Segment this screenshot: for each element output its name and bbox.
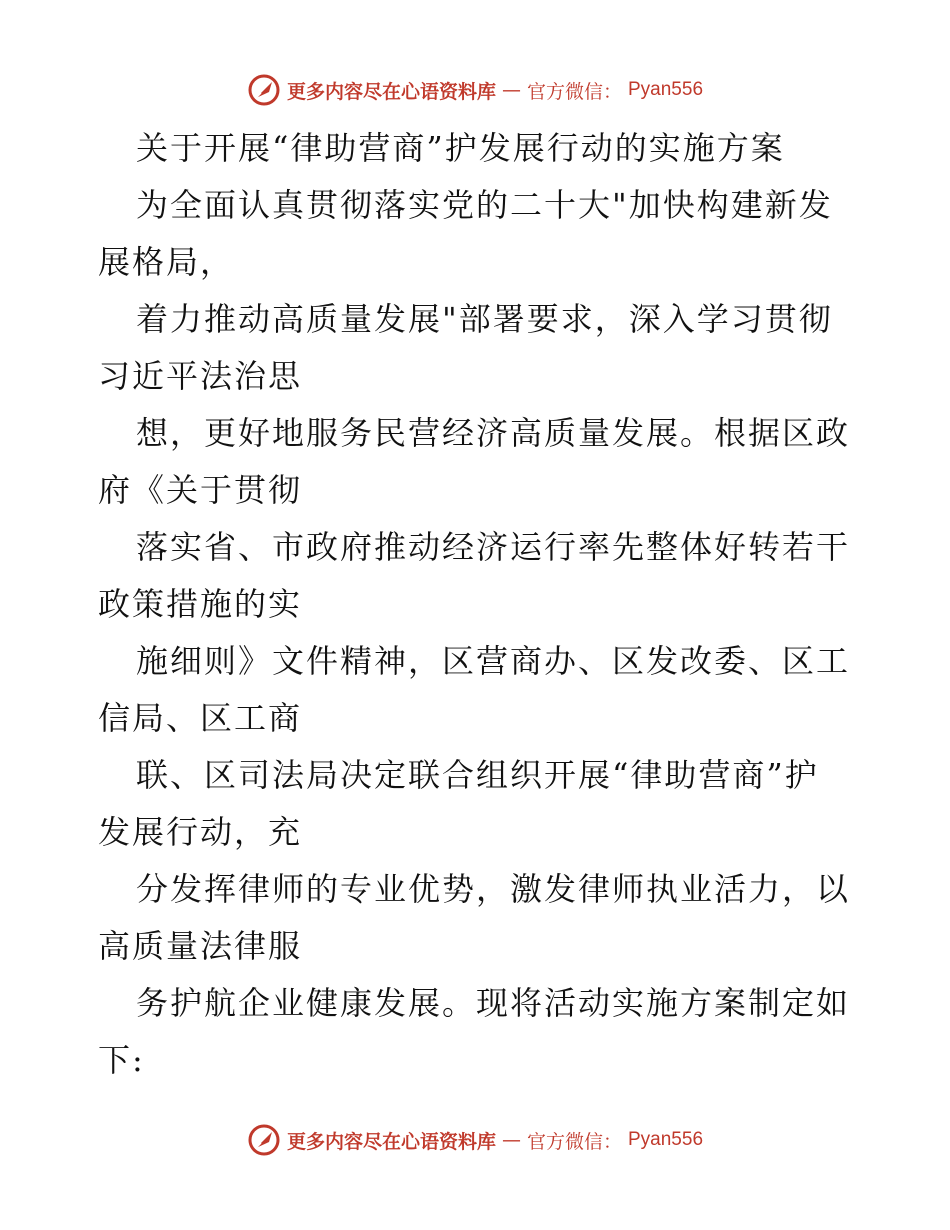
watermark-official-label: 官方微信： — [526, 1130, 622, 1153]
paragraph-line: 展格局， — [98, 243, 235, 281]
paragraph-line: 务护航企业健康发展。现将活动实施方案制定如 — [136, 984, 851, 1022]
header-watermark — [0, 70, 950, 110]
watermark-brand: 更多内容尽在心语资料库 — [286, 1130, 496, 1153]
paragraph-line: 习近平法治思 — [98, 357, 303, 395]
paragraph-line: 施细则》文件精神，区营商办、区发改委、区工 — [136, 642, 851, 680]
paragraph-line: 落实省、市政府推动经济运行率先整体好转若干 — [136, 528, 851, 566]
paragraph-line: 发展行动，充 — [98, 813, 303, 851]
footer-watermark — [0, 1120, 950, 1160]
paragraph-line: 下: — [98, 1041, 145, 1079]
paragraph-line: 联、区司法局决定联合组织开展“律助营商”护 — [136, 756, 819, 794]
watermark-brand: 更多内容尽在心语资料库 — [286, 80, 496, 103]
paragraph-line: 分发挥律师的专业优势，激发律师执业活力，以 — [136, 870, 851, 908]
watermark-separator: — — [501, 79, 521, 101]
paragraph-line: 信局、区工商 — [98, 699, 303, 737]
document-title: 关于开展“律助营商”护发展行动的实施方案 — [136, 129, 785, 167]
document-body — [98, 120, 858, 1089]
paragraph-line: 高质量法律服 — [98, 927, 303, 965]
watermark-official-label: 官方微信： — [526, 80, 622, 103]
paragraph-line: 想，更好地服务民营经济高质量发展。根据区政 — [136, 414, 851, 452]
paragraph-line: 为全面认真贯彻落实党的二十大"加快构建新发 — [136, 186, 833, 224]
quill-logo-icon — [247, 73, 281, 107]
paragraph-line: 着力推动高质量发展"部署要求，深入学习贯彻 — [136, 300, 833, 338]
paragraph-line: 政策措施的实 — [98, 585, 303, 623]
watermark-separator: — — [501, 1129, 521, 1151]
watermark-wechat-id: Pyan556 — [628, 79, 704, 100]
watermark-wechat-id: Pyan556 — [628, 1129, 704, 1150]
quill-logo-icon — [247, 1123, 281, 1157]
paragraph-line: 府《关于贯彻 — [98, 471, 303, 509]
